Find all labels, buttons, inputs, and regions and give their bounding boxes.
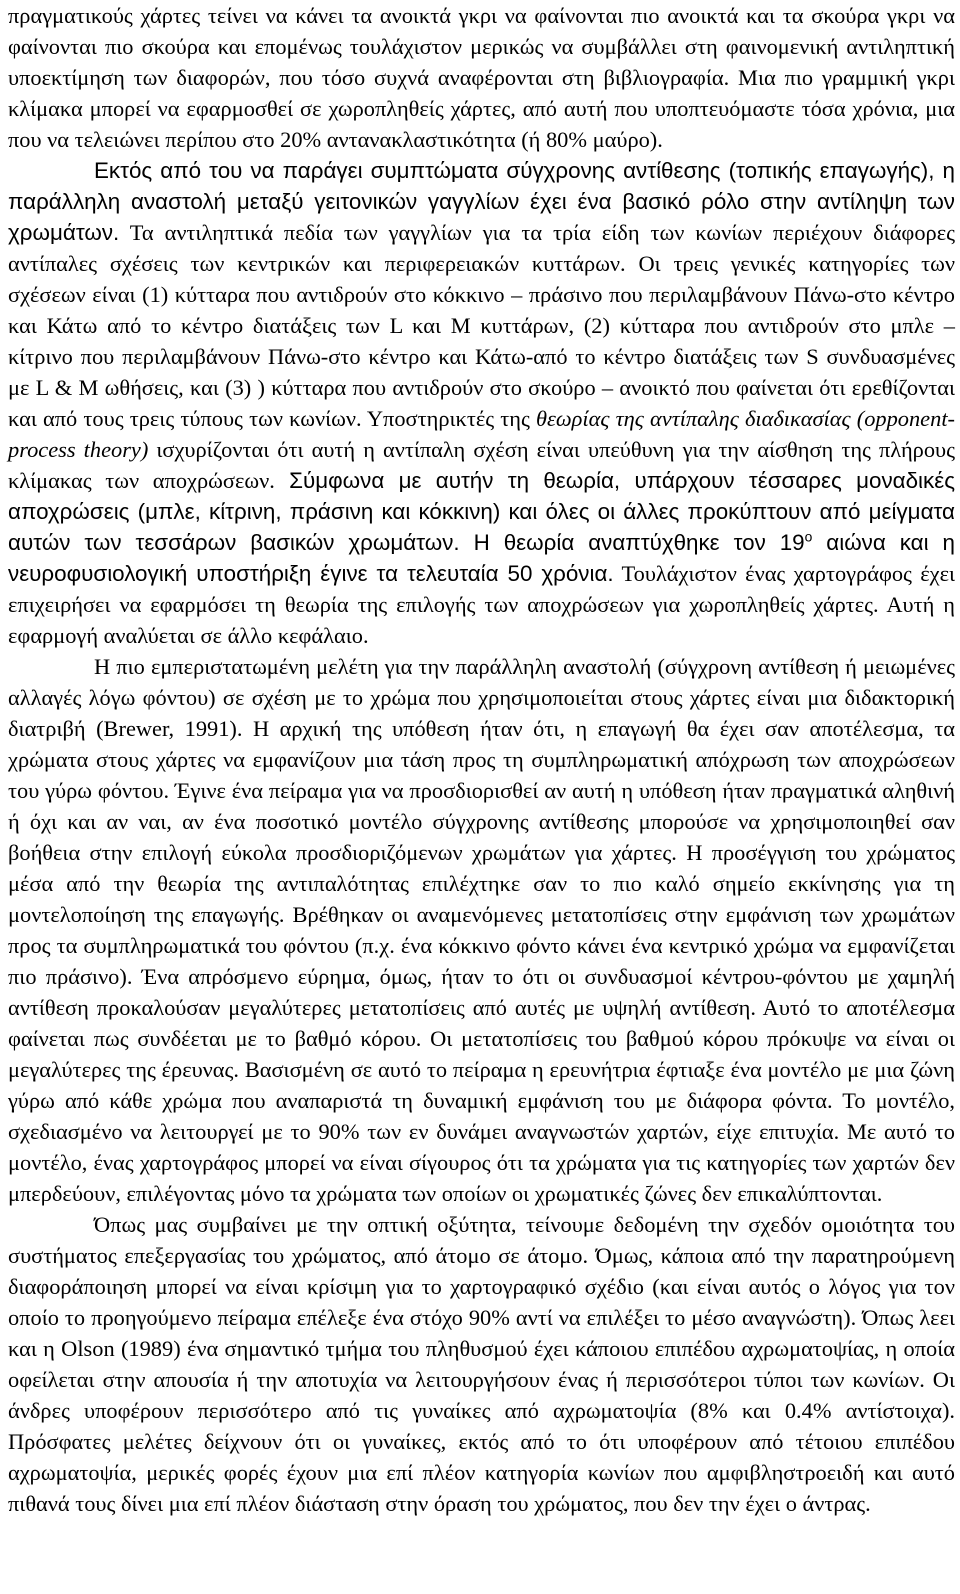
paragraph-4-text: Όπως μας συμβαίνει με την οπτική οξύτητα, τείνουμε δεδομένη την σχεδόν ομοιότητα του συστήματος επεξεργασίας του χρώματος, από άτομο σε άτομο. Όμως, κάποια από την παρατηρούμενη διαφοράποιηση μπορεί να είναι κρίσιμη για το χαρτογραφικό σχέδιο (και είναι αυτός ο λόγος για τον οποίο το προηγούμενο πείραμα επέλεξε ένα στόχο 90% αντί να επιλέξει το μέσο αναγνώστη). Όπως λεει και η Olson (1989) ένα σημαντικό τμήμα του πληθυσμού έχει κάποιου επιπέδου αχρωματοψίας, η οποία οφείλεται στην απουσία ή την αποτυχία να λειτουργήσουν ένας ή περισσότεροι τύποι των κωνίων. Οι άνδρες υποφέρουν περισσότερο από τις γυναίκες από αχρωματοψία (8% και 0.4% αντίστοιχα). Πρόσφατες μελέτες δείχνουν ότι οι γυναίκες, εκτός από το ότι υποφέρουν από τέτοιου επιπέδου αχρωματοψία, μερικές φορές έχουν μια επί πλέον κατηγορία κωνίων που αμφιβληστροειδή και αυτό πιθανά τους δίνει μια επί πλέον διάσταση στην όραση του χρώματος, που δεν την έχει ο άντρας. xyxy=(8,1212,955,1516)
paragraph-3-text: Η πιο εμπεριστατωμένη μελέτη για την παράλληλη αναστολή (σύγχρονη αντίθεση ή μειωμένες αλλαγές λόγω φόντου) σε σχέση με το χρώμα που χρησιμοποιείται στους χάρτες είναι μια διδακτορική διατριβή (Brewer, 1991). Η αρχική της υπόθεση ήταν ότι, η επαγωγή θα έχει σαν αποτέλεσμα, τα χρώματα στους χάρτες να εμφανίζουν μια τάση προς τη συμπληρωματική απόχρωση των αποχρώσεων του γύρω φόντου. Έγινε ένα πείραμα για να προσδιορισθεί αν αυτή η υπόθεση ήταν πραγματικά αληθινή ή όχι και αν ναι, αν ένα ποσοτικό μοντέλο σύγχρονης αντίθεσης μπορούσε να χρησιμοποιηθεί σαν βοήθεια στην επιλογή εύκολα προσδιοριζόμενων χρωμάτων για χάρτες. Η προσέγγιση του χρώματος μέσα από την θεωρία της αντιπαλότητας επιλέχτηκε σαν το πιο καλό σημείο εκκίνησης για τη μοντελοποίηση της επαγωγής. Βρέθηκαν οι αναμενόμενες μετατοπίσεις στην εμφάνιση των χρωμάτων προς τα συμπληρωματικά του φόντου (π.χ. ένα κόκκινο φόντο κάνει ένα κεντρικό χρώμα να εμφανίζεται πιο πράσινο). Ένα απρόσμενο εύρημα, όμως, ήταν το ότι οι συνδυασμοί κέντρου-φόντου με χαμηλή αντίθεση προκαλούσαν μεγαλύτερες μετατοπίσεις από αυτές με υψηλή αντίθεση. Αυτό το αποτέλεσμα φαίνεται πως συνδέεται με το βαθμό κόρου. Οι μετατοπίσεις του βαθμού κόρου πρόκυψε να είναι οι μεγαλύτερες της έρευνας. Βασισμένη σε αυτό το πείραμα η ερευνήτρια έφτιαξε ένα μοντέλο με μια ζώνη γύρω από κάθε χρώμα που αναπαριστά τη δυναμική εμφάνιση του με διάφορα φόντα. Το μοντέλο, σχεδιασμένο να λειτουργεί με το 90% των εν δυνάμει αναγνωστών χαρτών, είχε επιτυχία. Με αυτό το μοντέλο, ένας χαρτογράφος μπορεί να είναι σίγουρος ότι τα χρώματα για τις κατηγορίες των χαρτών δεν μπερδεύουν, επιλέγοντας μόνο τα χρώματα των οποίων οι χρωματικές ζώνες δεν επικαλύπτονται. xyxy=(8,654,955,1206)
paragraph-2-text-cont: ισχυρίζονται ότι αυτή η αντίπαλη σχέση είναι υπεύθυνη για την αίσθηση της πλήρους κλίμακας των αποχρώσεων. xyxy=(8,437,955,493)
paragraph-3 xyxy=(8,651,955,1209)
paragraph-2-sans-text-3: αιώνα και η νευροφυσιολογική υποστήριξη έγινε τα τελευταία 50 χρόνια. xyxy=(8,530,955,586)
italic-term: θεωρίας της αντίπαλης διαδικασίας (opponent-process theory) xyxy=(8,406,955,462)
paragraph-1 xyxy=(8,0,955,155)
superscript-ordinal: ο xyxy=(804,528,813,545)
paragraph-2 xyxy=(8,155,955,651)
paragraph-2-sans-text: Εκτός από του να παράγει συμπτώματα σύγχρονης αντίθεσης (τοπικής επαγωγής), η παράλληλη αναστολή μεταξύ γειτονικών γαγγλίων έχει ένα βασικό ρόλο στην αντίληψη των χρωμάτων. xyxy=(8,158,955,245)
paragraph-1-text: πραγματικούς χάρτες τείνει να κάνει τα ανοικτά γκρι να φαίνονται πιο ανοικτά και τα σκούρα γκρι να φαίνονται πιο σκούρα και επομένως τουλάχιστον μερικώς να συμβάλλει στη φαινομενική αντιληπτική υποεκτίμηση των διαφορών, που τόσο συχνά αναφέρονται στη βιβλιογραφία. Μια πιο γραμμική γκρι κλίμακα μπορεί να εφαρμοσθεί σε χωροπληθείς χάρτες, από αυτή που υποπτευόμαστε τόσα χρόνια, μια που να τελειώνει περίπου στο 20% αντανακλαστικότητα (ή 80% μαύρο). xyxy=(8,3,955,152)
paragraph-2-text-end: Τουλάχιστον ένας χαρτογράφος έχει επιχειρήσει να εφαρμόσει τη θεωρία της επιλογής των αποχρώσεων για χωροπληθείς χάρτες. Αυτή η εφαρμογή αναλύεται σε άλλο κεφάλαιο. xyxy=(8,561,955,648)
paragraph-2-text: Τα αντιληπτικά πεδία των γαγγλίων για τα τρία είδη των κωνίων περιέχουν διάφορες αντίπαλες σχέσεις των κεντρικών και περιφερειακών κυττάρων. Οι τρεις γενικές κατηγορίες των σχέσεων είναι (1) κύτταρα που αντιδρούν στο κόκκινο – πράσινο που περιλαμβάνουν Πάνω-στο κέντρο και Κάτω από το κέντρο διατάξεις των L και M κυττάρων, (2) κύτταρα που αντιδρούν στο μπλε – κίτρινο που περιλαμβάνουν Πάνω-στο κέντρο και Κάτω-από το κέντρο διατάξεις των S συνδυασμένες με L & M ωθήσεις, και (3) ) κύτταρα που αντιδρούν στο σκούρο – ανοικτό που φαίνεται ότι ερεθίζονται και από τους τρεις τύπους των κωνίων. Υποστηρικτές της xyxy=(8,220,955,431)
paragraph-2-sans-text-2: Σύμφωνα με αυτήν τη θεωρία, υπάρχουν τέσσαρες μοναδικές αποχρώσεις (μπλε, κίτρινη, πράσινη και κόκκινη) και όλες οι άλλες προκύπτουν από μείγματα αυτών των τεσσάρων βασικών χρωμάτων. Η θεωρία αναπτύχθηκε τον 19 xyxy=(8,468,955,555)
paragraph-4 xyxy=(8,1209,955,1519)
